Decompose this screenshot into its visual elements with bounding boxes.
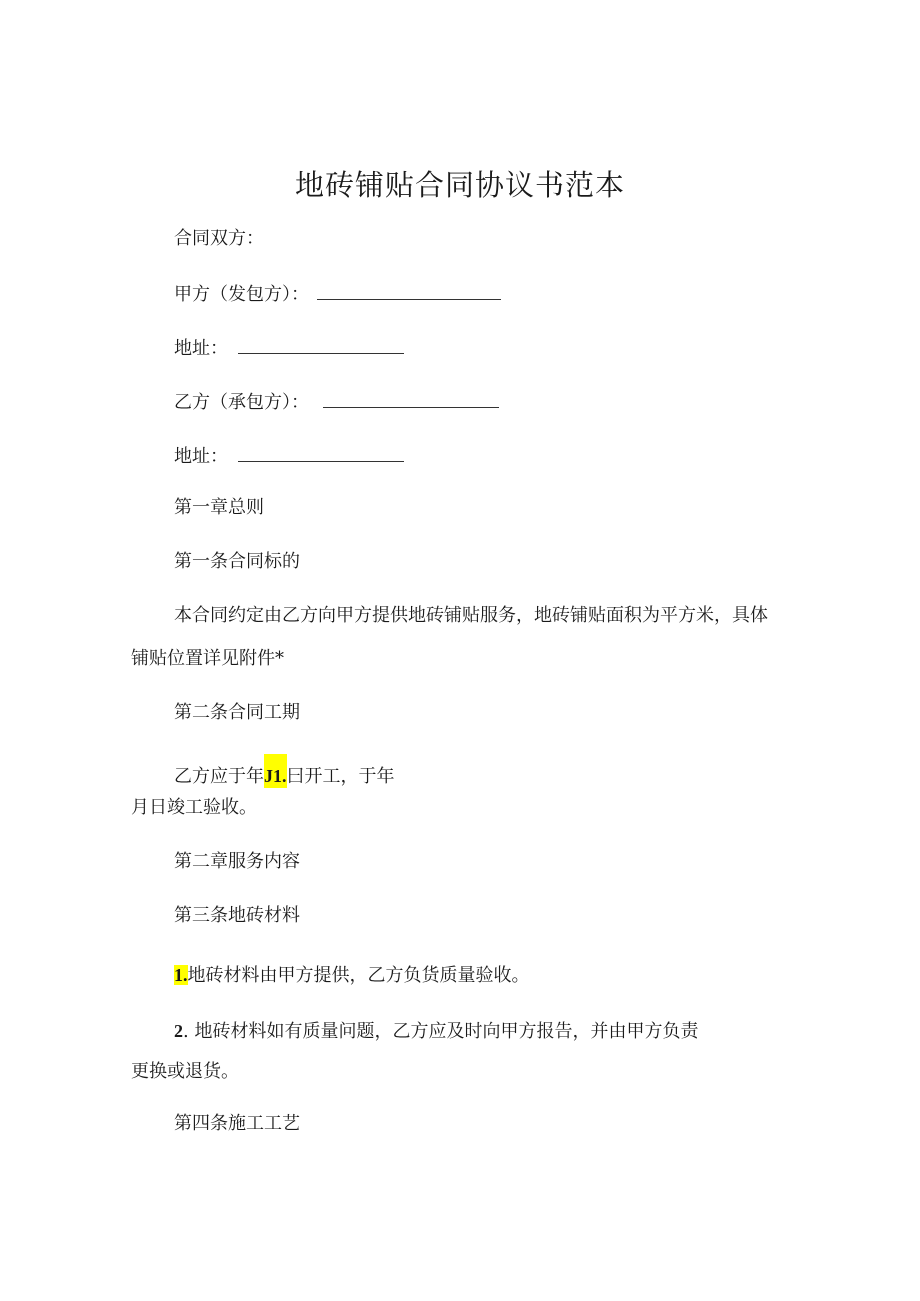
article-4-heading: 第四条施工工艺 [174, 1113, 300, 1134]
party-b-blank [323, 389, 499, 408]
party-a-blank [317, 281, 501, 300]
chapter-1-heading: 第一章总则 [174, 497, 264, 518]
party-a-address-label: 地址： [174, 338, 228, 359]
document-title: 地砖铺贴合同协议书范本 [294, 168, 625, 202]
article-2-paragraph-line1 [174, 754, 395, 789]
item-1-number: 1. [174, 965, 188, 985]
article-2-text-post: 曰开工，于年 [286, 766, 395, 787]
party-b-address-label: 地址： [174, 446, 228, 467]
party-b-row [174, 389, 499, 415]
highlighted-text: J1. [264, 754, 287, 788]
item-2-number: 2 [174, 1021, 183, 1041]
article-3-heading: 第三条地砖材料 [174, 905, 300, 926]
parties-heading: 合同双方： [174, 228, 264, 249]
party-a-address-row [174, 335, 404, 361]
item-2-line2: 更换或退货。 [131, 1061, 239, 1082]
party-b-address-blank [238, 443, 404, 462]
article-1-heading: 第一条合同标的 [174, 551, 300, 572]
item-2-text: . 地砖材料如有质量问题，乙方应及时向甲方报告，并由甲方负责 [183, 1021, 699, 1042]
chapter-2-heading: 第二章服务内容 [174, 851, 300, 872]
party-a-address-blank [238, 335, 404, 354]
article-1-paragraph-line1: 本合同约定由乙方向甲方提供地砖铺贴服务，地砖铺贴面积为平方米，具体 [174, 605, 768, 626]
party-b-address-row [174, 443, 404, 469]
article-2-heading: 第二条合同工期 [174, 702, 300, 723]
party-a-label: 甲方（发包方）： [174, 284, 309, 305]
item-1 [174, 963, 530, 988]
article-2-text-pre: 乙方应于年 [174, 766, 264, 787]
item-1-text: 地砖材料由甲方提供，乙方负货质量验收。 [187, 965, 530, 986]
party-a-row [174, 281, 501, 307]
article-2-paragraph-line2: 月日竣工验收。 [131, 797, 257, 818]
article-1-paragraph-line2: 铺贴位置详见附件* [131, 648, 284, 669]
item-2 [174, 1019, 698, 1044]
party-b-label: 乙方（承包方）： [174, 392, 309, 413]
